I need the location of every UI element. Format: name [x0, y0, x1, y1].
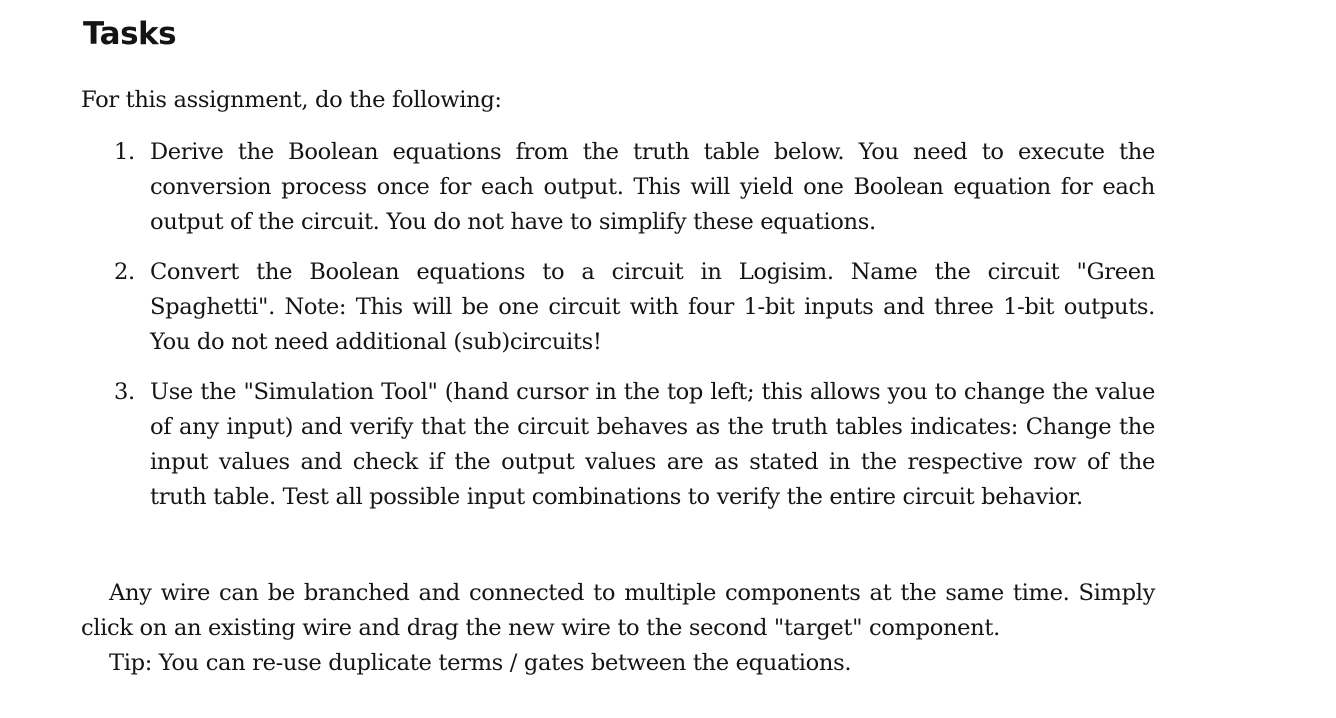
task-number: 2.: [114, 259, 135, 285]
task-list: [81, 135, 1155, 530]
closing-notes: [81, 576, 1155, 681]
task-text: Convert the Boolean equations to a circuit in Logisim. Name the circuit "Green Spaghetti". Note: This will be one circuit with four 1-bit inputs and three 1-bit outputs. You do not need additional (sub)circuits!: [150, 259, 1155, 355]
wire-note-paragraph: Any wire can be branched and connected to multiple components at the same time. Simply click on an existing wire and drag the new wire to the second "target" component.: [81, 580, 1155, 641]
task-item-1: [81, 135, 1155, 240]
tip-paragraph: Tip: You can re-use duplicate terms / gates between the equations.: [109, 650, 852, 676]
task-number: 3.: [114, 379, 135, 405]
task-item-2: [81, 255, 1155, 360]
task-text: Use the "Simulation Tool" (hand cursor in the top left; this allows you to change the value of any input) and verify that the circuit behaves as the truth tables indicates: Change the input values and check if the output values are as stated in the respective row of the truth table. Test all possible input combinations to verify the entire circuit behavior.: [150, 379, 1155, 510]
task-item-3: [81, 375, 1155, 515]
intro-paragraph: For this assignment, do the following:: [81, 87, 502, 113]
task-number: 1.: [114, 139, 135, 165]
section-heading: Tasks: [83, 16, 177, 52]
task-text: Derive the Boolean equations from the truth table below. You need to execute the conversion process once for each output. This will yield one Boolean equation for each output of the circuit. You do not have to simplify these equations.: [150, 139, 1155, 235]
